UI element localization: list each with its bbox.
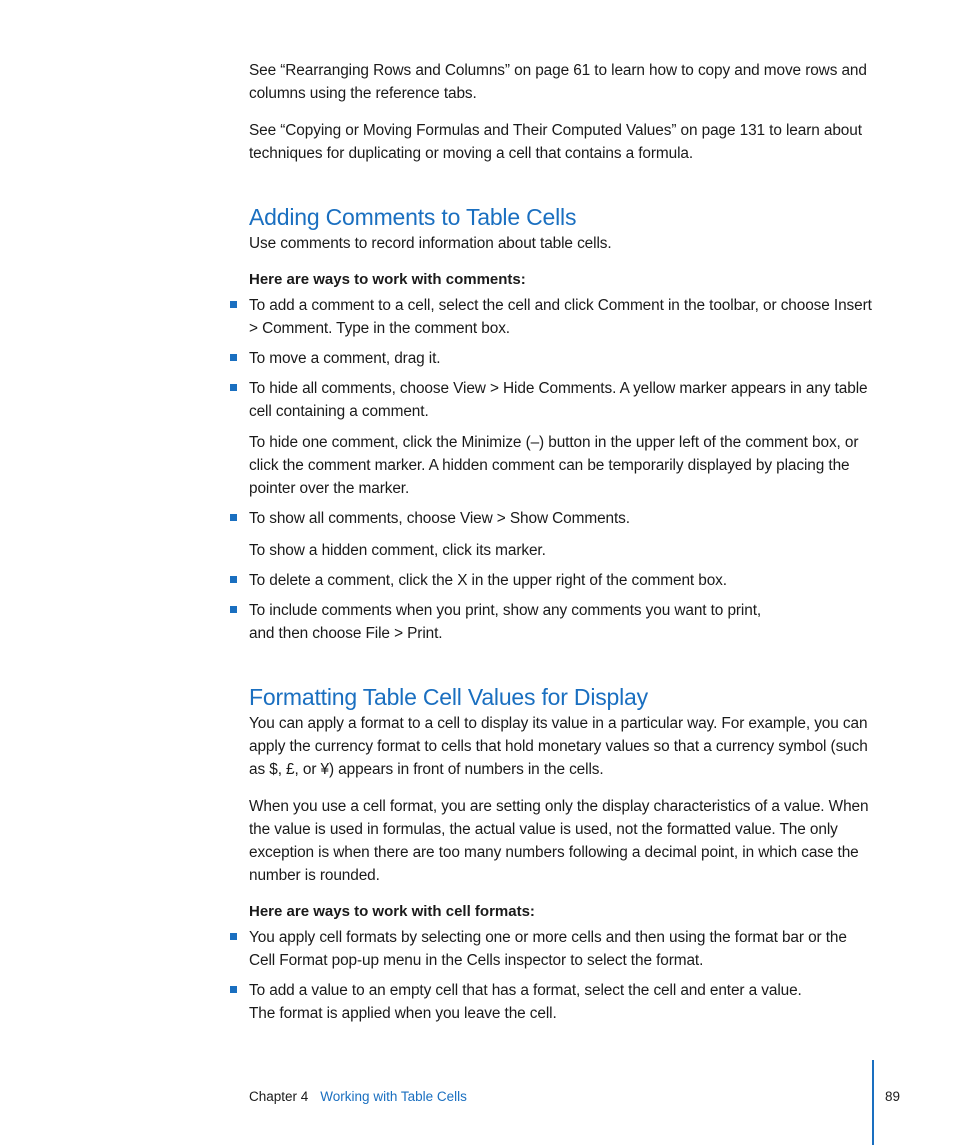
comments-bullet-6-line-2: and then choose File > Print. <box>249 625 443 642</box>
page-footer <box>249 1088 467 1106</box>
comments-bullet-4: To show all comments, choose View > Show Comments. <box>249 510 630 527</box>
bullet-marker <box>230 933 237 940</box>
bullet-marker <box>230 384 237 391</box>
comments-bullet-3-note: To hide one comment, click the Minimize (–) button in the upper left of the comment box, or click the comment marker. A hidden comment can be temporarily displayed by placing the pointer over the marker. <box>249 434 859 497</box>
comments-bullet-1: To add a comment to a cell, select the cell and click Comment in the toolbar, or choose Insert > Comment. Type in the comment box. <box>249 297 872 337</box>
page-number: 89 <box>885 1089 901 1104</box>
comments-bullet-5: To delete a comment, click the X in the upper right of the comment box. <box>249 572 727 589</box>
formatting-subheading: Here are ways to work with cell formats: <box>249 903 535 920</box>
section-heading-comments: Adding Comments to Table Cells <box>249 204 577 230</box>
bullet-marker <box>230 514 237 521</box>
section-lead-comments: Use comments to record information about table cells. <box>249 235 612 252</box>
formatting-paragraph-1: You can apply a format to a cell to display its value in a particular way. For example, you can apply the currency format to cells that hold monetary values so that a currency symbol (such as $, £, or ¥) appears in front of numbers in the cells. <box>249 715 868 778</box>
footer-chapter-label: Chapter 4 <box>249 1089 309 1104</box>
formatting-bullet-2-line-2: The format is applied when you leave the cell. <box>249 1005 557 1022</box>
formatting-bullet-1: You apply cell formats by selecting one or more cells and then using the format bar or the Cell Format pop-up menu in the Cells inspector to select the format. <box>249 929 847 969</box>
bullet-marker <box>230 576 237 583</box>
bullet-marker <box>230 301 237 308</box>
comments-subheading: Here are ways to work with comments: <box>249 271 526 288</box>
footer-chapter-title-link[interactable]: Working with Table Cells <box>320 1089 467 1104</box>
formatting-paragraph-2: When you use a cell format, you are setting only the display characteristics of a value. When the value is used in formulas, the actual value is used, not the formatted value. The only exception is when there are too many numbers following a decimal point, in which case the number is rounded. <box>249 798 869 884</box>
comments-bullet-6-line-1: To include comments when you print, show any comments you want to print, <box>249 602 762 619</box>
section-heading-formatting: Formatting Table Cell Values for Display <box>249 684 648 710</box>
comments-bullet-3: To hide all comments, choose View > Hide Comments. A yellow marker appears in any table cell containing a comment. <box>249 380 868 420</box>
intro-paragraph-1: See “Rearranging Rows and Columns” on page 61 to learn how to copy and move rows and columns using the reference tabs. <box>249 62 867 102</box>
comments-bullet-2: To move a comment, drag it. <box>249 350 441 367</box>
bullet-marker <box>230 986 237 993</box>
footer-divider <box>872 1060 874 1145</box>
comments-bullet-4-note: To show a hidden comment, click its marker. <box>249 542 546 559</box>
formatting-bullet-2-line-1: To add a value to an empty cell that has a format, select the cell and enter a value. <box>249 982 802 999</box>
bullet-marker <box>230 354 237 361</box>
intro-paragraph-2: See “Copying or Moving Formulas and Their Computed Values” on page 131 to learn about techniques for duplicating or moving a cell that contains a formula. <box>249 122 862 162</box>
bullet-marker <box>230 606 237 613</box>
